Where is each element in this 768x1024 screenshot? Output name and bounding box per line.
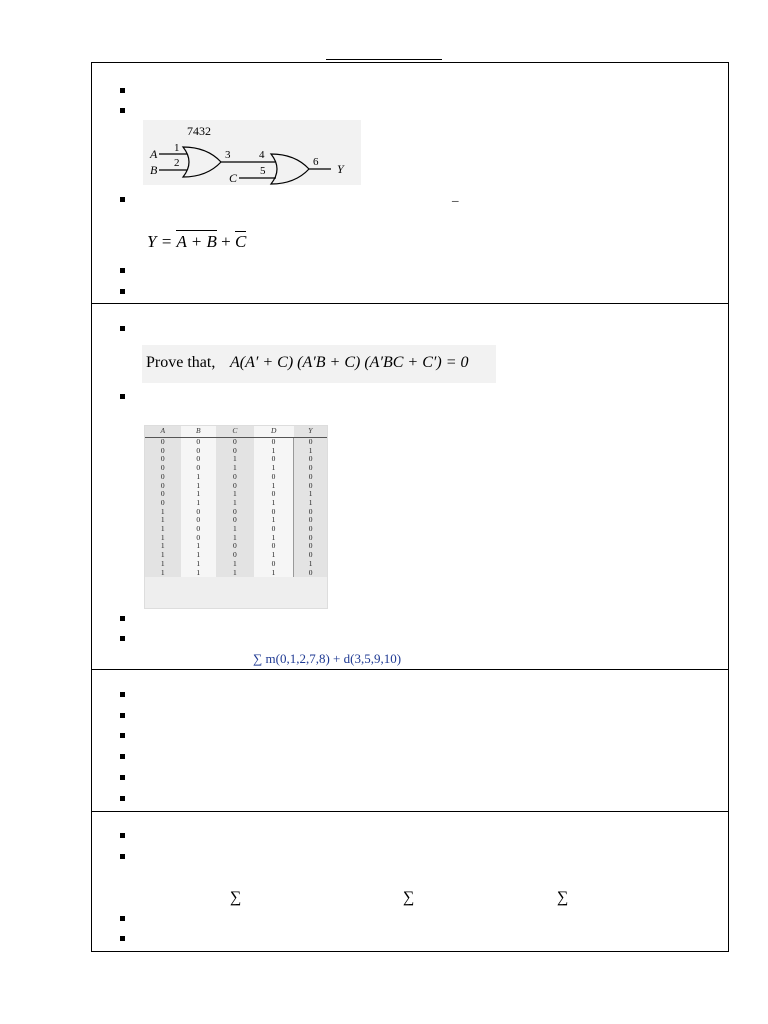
truth-table-cell: 0 <box>294 464 327 473</box>
truth-table-cell: 0 <box>216 551 254 560</box>
truth-table-cell: 0 <box>254 473 294 482</box>
truth-table-cell: 0 <box>254 560 294 569</box>
truth-table-cell: 0 <box>254 508 294 517</box>
prove-expression: A(A′ + C) (A′B + C) (A′BC + C′) = 0 <box>230 354 469 371</box>
truth-table-cell: 0 <box>216 438 254 447</box>
pin-label: 1 <box>174 142 180 154</box>
truth-table-cell: 0 <box>145 464 181 473</box>
truth-table-cell: 1 <box>216 560 254 569</box>
equation-lhs: Y = <box>147 232 173 251</box>
truth-table-cell: 0 <box>294 438 327 447</box>
bullet-marker <box>120 616 125 621</box>
truth-table-cell: 0 <box>294 569 327 578</box>
truth-table-cell: 1 <box>216 464 254 473</box>
truth-table-cell: 1 <box>294 490 327 499</box>
bullet-marker <box>120 197 125 202</box>
truth-table-cell: 1 <box>145 508 181 517</box>
truth-table-cell: 0 <box>181 438 217 447</box>
truth-table-cell: 1 <box>254 447 294 456</box>
truth-table-image <box>144 425 328 609</box>
truth-table-cell: 0 <box>216 447 254 456</box>
minterm-expression: ∑ m(0,1,2,7,8) + d(3,5,9,10) <box>253 651 402 666</box>
truth-table-cell: 1 <box>145 542 181 551</box>
truth-table-cell: 0 <box>294 473 327 482</box>
truth-table-cell: 0 <box>294 516 327 525</box>
section-divider <box>92 669 728 670</box>
truth-table-cell: 0 <box>254 525 294 534</box>
truth-table-cell: 1 <box>216 499 254 508</box>
pin-label: 3 <box>225 149 231 161</box>
bullet-marker <box>120 754 125 759</box>
truth-table-cell: 0 <box>294 542 327 551</box>
truth-table-cell: 0 <box>294 551 327 560</box>
bullet-marker <box>120 268 125 273</box>
truth-table-cell: 0 <box>181 508 217 517</box>
equation-term-a-plus-b: A + B <box>176 232 217 251</box>
truth-table-cell: 1 <box>254 569 294 578</box>
truth-table-cell: 1 <box>294 499 327 508</box>
truth-table-cell: 0 <box>145 473 181 482</box>
bullet-marker <box>120 733 125 738</box>
output-y-label: Y <box>337 162 344 176</box>
truth-table-cell: 1 <box>181 499 217 508</box>
truth-table-cell: 1 <box>181 482 217 491</box>
truth-table-cell: 1 <box>294 560 327 569</box>
truth-table-cell: 0 <box>294 482 327 491</box>
truth-table <box>145 426 327 577</box>
pin-label: 5 <box>260 165 266 177</box>
truth-table-cell: 0 <box>181 516 217 525</box>
truth-table-cell: 0 <box>145 490 181 499</box>
truth-table-cell: 0 <box>145 482 181 491</box>
bullet-marker <box>120 713 125 718</box>
truth-table-cell: 1 <box>181 542 217 551</box>
column-header: C <box>216 426 254 438</box>
truth-table-cell: 1 <box>254 516 294 525</box>
truth-table-cell: 1 <box>181 569 217 578</box>
bullet-marker <box>120 108 125 113</box>
truth-table-cell: 1 <box>216 455 254 464</box>
truth-table-cell: 0 <box>181 447 217 456</box>
input-a-label: A <box>150 147 158 161</box>
equation-plus: + <box>221 232 231 251</box>
title-underline <box>326 59 442 60</box>
or-gate-diagram <box>143 120 361 185</box>
truth-table-cell: 0 <box>145 455 181 464</box>
truth-table-cell: 0 <box>145 438 181 447</box>
truth-table-cell: 1 <box>145 516 181 525</box>
question-frame <box>91 62 729 952</box>
truth-table-cell: 0 <box>254 438 294 447</box>
bullet-marker <box>120 916 125 921</box>
section-divider <box>92 811 728 812</box>
truth-table-cell: 1 <box>216 490 254 499</box>
truth-table-cell: 1 <box>216 534 254 543</box>
bullet-marker <box>120 394 125 399</box>
truth-table-header-row <box>145 426 327 438</box>
prove-statement-image <box>142 345 496 383</box>
column-header: B <box>181 426 217 438</box>
truth-table-body <box>145 438 327 578</box>
truth-table-cell: 1 <box>216 569 254 578</box>
truth-table-cell: 0 <box>254 455 294 464</box>
truth-table-cell: 0 <box>254 490 294 499</box>
truth-table-cell: 1 <box>181 473 217 482</box>
truth-table-cell: 1 <box>145 534 181 543</box>
summation-symbol: ∑ <box>557 889 569 906</box>
bullet-marker <box>120 692 125 697</box>
bullet-marker <box>120 289 125 294</box>
truth-table-cell: 1 <box>254 534 294 543</box>
bullet-marker <box>120 775 125 780</box>
bullet-marker <box>120 636 125 641</box>
summation-symbol: ∑ <box>230 889 242 906</box>
truth-table-cell: 1 <box>254 499 294 508</box>
truth-table-cell: 0 <box>216 508 254 517</box>
truth-table-cell: 0 <box>254 542 294 551</box>
pin-label: 2 <box>174 157 180 169</box>
truth-table-cell: 0 <box>181 525 217 534</box>
truth-table-cell: 1 <box>145 560 181 569</box>
truth-table-cell: 1 <box>254 482 294 491</box>
truth-table-cell: 0 <box>294 525 327 534</box>
bullet-marker <box>120 833 125 838</box>
truth-table-cell: 1 <box>181 551 217 560</box>
bullet-marker <box>120 326 125 331</box>
bullet-marker <box>120 796 125 801</box>
prove-label: Prove that, <box>146 354 216 371</box>
bullet-marker <box>120 936 125 941</box>
truth-table-cell: 1 <box>145 525 181 534</box>
truth-table-cell: 0 <box>294 534 327 543</box>
column-header: Y <box>294 426 327 438</box>
boolean-equation <box>147 232 246 252</box>
truth-table-cell: 1 <box>145 551 181 560</box>
truth-table-cell: 0 <box>294 455 327 464</box>
input-b-label: B <box>150 163 158 177</box>
truth-table-cell: 0 <box>216 516 254 525</box>
equation-term-c: C <box>234 232 247 251</box>
truth-table-cell: 0 <box>181 455 217 464</box>
bullet-marker <box>120 854 125 859</box>
input-c-label: C <box>229 171 238 185</box>
column-header: A <box>145 426 181 438</box>
section-divider <box>92 303 728 304</box>
truth-table-cell: 0 <box>145 447 181 456</box>
truth-table-cell: 0 <box>216 542 254 551</box>
truth-table-cell: 0 <box>145 499 181 508</box>
column-header: D <box>254 426 294 438</box>
truth-table-cell: 0 <box>294 508 327 517</box>
truth-table-cell: 0 <box>181 464 217 473</box>
truth-table-cell: 1 <box>294 447 327 456</box>
truth-table-cell: 1 <box>254 464 294 473</box>
truth-table-cell: 0 <box>216 473 254 482</box>
dash-mark: _ <box>452 188 459 203</box>
pin-label: 6 <box>313 156 319 168</box>
truth-table-cell: 0 <box>181 534 217 543</box>
chip-label: 7432 <box>187 124 211 138</box>
pin-label: 4 <box>259 149 265 161</box>
truth-table-cell: 1 <box>145 569 181 578</box>
truth-table-cell: 0 <box>216 482 254 491</box>
or-gate-circuit-image <box>143 120 361 185</box>
bullet-marker <box>120 88 125 93</box>
truth-table-cell: 1 <box>181 560 217 569</box>
truth-table-cell: 1 <box>216 525 254 534</box>
truth-table-cell: 1 <box>181 490 217 499</box>
truth-table-cell: 1 <box>254 551 294 560</box>
summation-symbol: ∑ <box>403 889 415 906</box>
truth-table-row <box>145 569 327 578</box>
